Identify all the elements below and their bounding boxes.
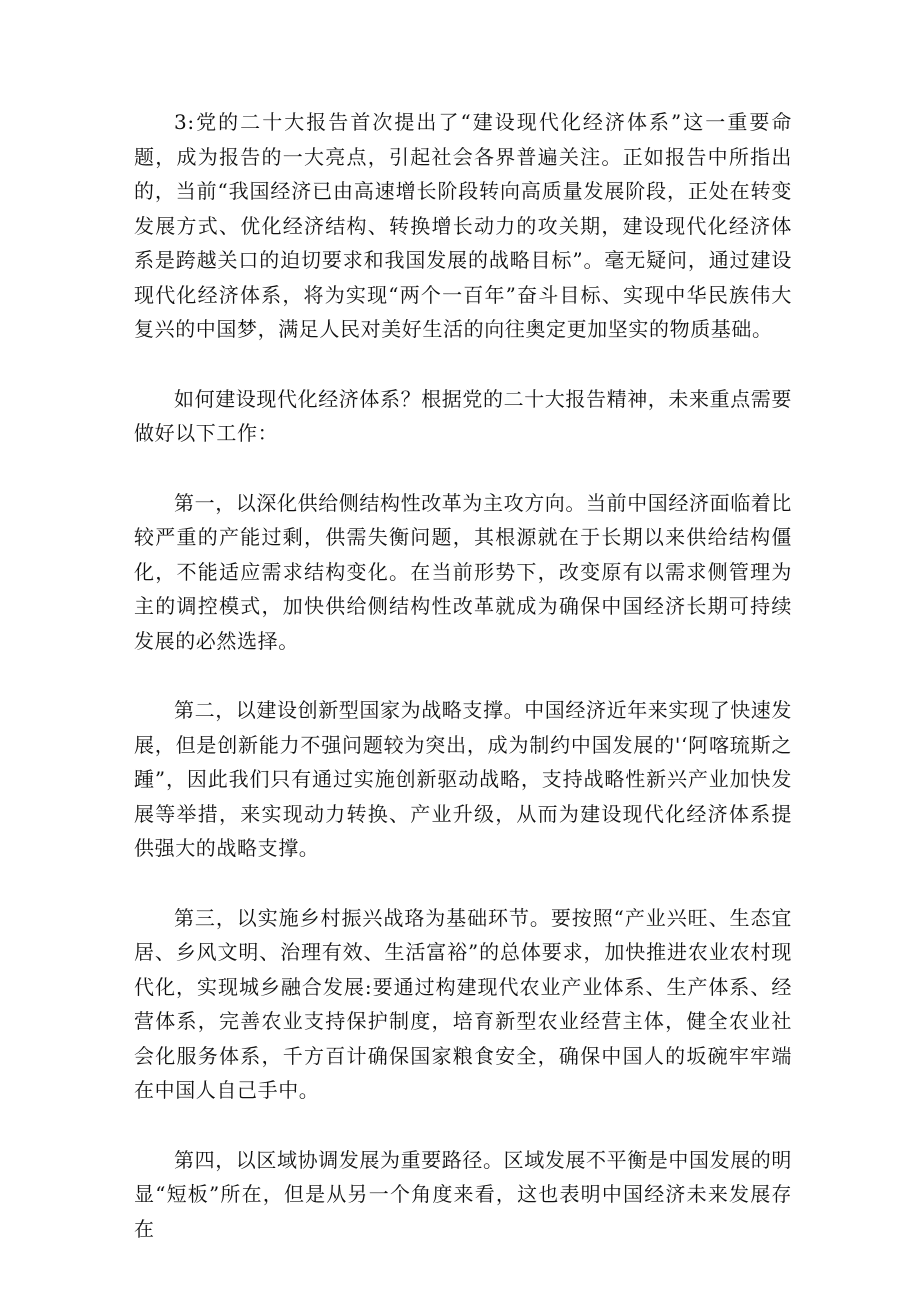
paragraph-gap <box>134 451 792 486</box>
paragraph-intro: 3:党的二十大报告首次提出了“建设现代化经济体系”这一重要命题，成为报告的一大亮点，引起社会各界普遍关注。正如报告中所指出的，当前“我国经济已由高速增长阶段转向高质量发展阶段，正处在转变发展方式、优化经济结构、转换增长动力的攻关期，建设现代化经济体系是跨越关口的迫切要求和我国发展的战略目标”。毫无疑问，通过建设现代化经济体系，将为实现“两个一百年”奋斗目标、实现中华民族伟大复兴的中国梦，满足人民对美好生活的向往奥定更加坚实的物质基础。 <box>134 110 792 341</box>
paragraph-question: 如何建设现代化经济体系？根据党的二十大报告精神，未来重点需要做好以下工作： <box>134 386 792 445</box>
paragraph-gap <box>134 347 792 382</box>
paragraph-second: 第二，以建设创新型国家为战略支撑。中国经济近年来实现了快速发展，但是创新能力不强问题较为突出，成为制约中国发展的'‘阿喀琉斯之踵”，因此我们只有通过实施创新驱动战略，支持战略性新兴产业加快发展等举措，来实现动力转换、产业升级，从而为建设现代化经济体系提供强大的战略支撑。 <box>134 698 792 860</box>
document-page <box>134 105 792 1246</box>
paragraph-gap <box>134 1108 792 1143</box>
paragraph-first: 第一，以深化供给侧结构性改革为主攻方向。当前中国经济面临着比较严重的产能过剩，供需失衡问题，其根源就在于长期以来供给结构僵化，不能适应需求结构变化。在当前形势下，改变原有以需求侧管理为主的调控模式，加快供给侧结构性改革就成为确保中国经济长期可持续发展的必然选择。 <box>134 490 792 653</box>
paragraph-fourth: 第四，以区域协调发展为重要路径。区域发展不平衡是中国发展的明显“短板”所在，但是从另一个角度来看，这也表明中国经济未来发展存在 <box>134 1147 792 1241</box>
paragraph-third: 第三，以实施乡村振兴战珞为基础环节。要按照“产业兴旺、生态宜居、乡风文明、治理有效、生活富裕”的总体要求，加快推进农业农村现代化，实现城乡融合发展:要通过构建现代农业产业体系、生产体系、经营体系，完善农业支持保护制度，培育新型农业经营主体，健全农业社会化服务体系，千方百计确保国家粮食安全，确保中国人的坂碗牢牢端在中国人自己手中。 <box>134 905 792 1102</box>
paragraph-gap <box>134 658 792 693</box>
paragraph-gap <box>134 866 792 901</box>
